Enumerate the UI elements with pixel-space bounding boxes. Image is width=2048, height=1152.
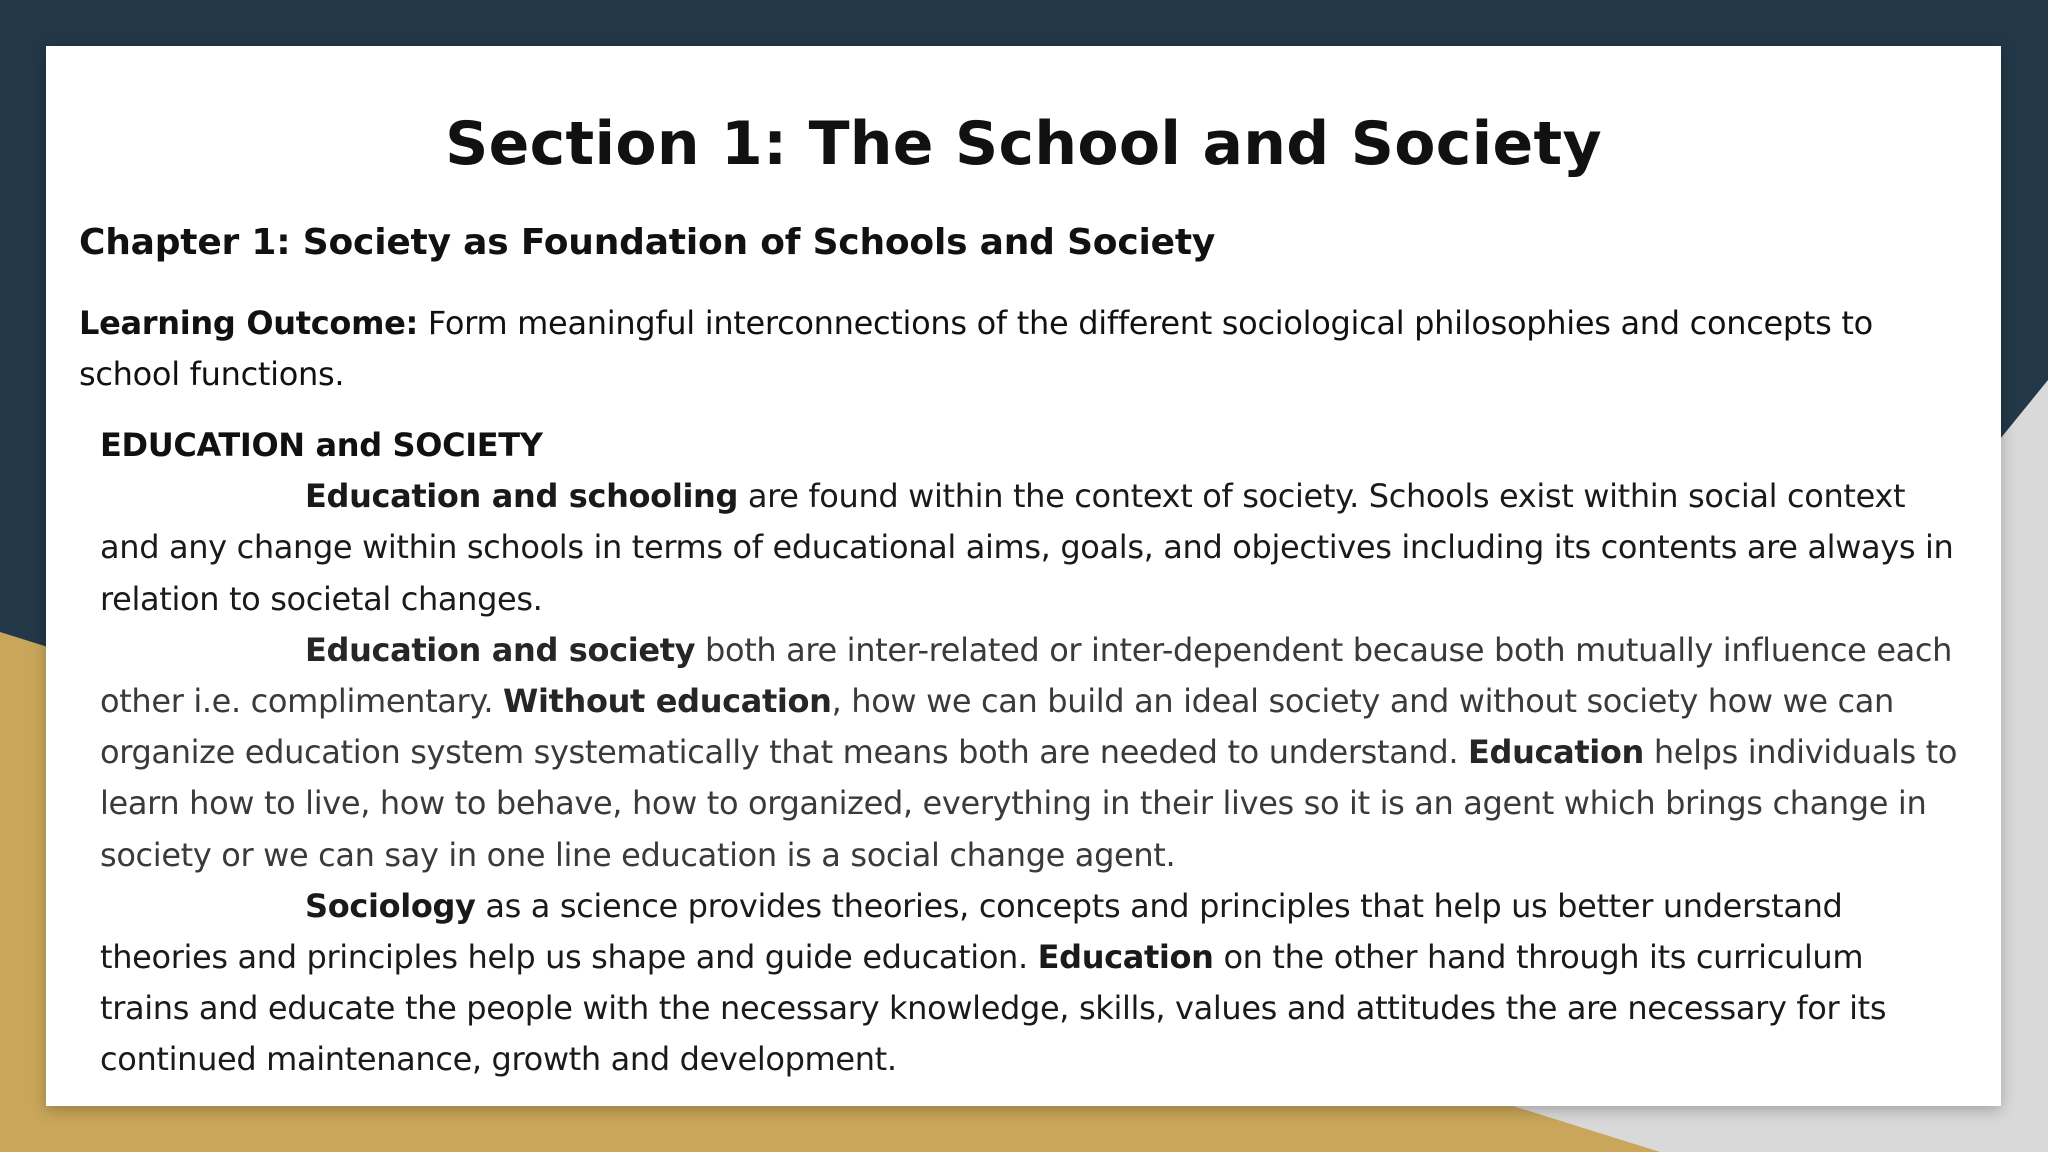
paragraph-education-society xyxy=(100,625,1960,881)
paragraph-sociology-bold-1: Sociology xyxy=(305,886,476,925)
paragraph-education-society-bold-3: Education xyxy=(1468,733,1644,772)
paragraph-education-society-bold-2: Without education xyxy=(503,682,832,721)
education-society-section xyxy=(100,420,1960,1086)
chapter-heading: Chapter 1: Society as Foundation of Schools and Society xyxy=(79,222,1216,263)
paragraph-sociology-bold-2: Education xyxy=(1037,938,1214,977)
paragraph-schooling xyxy=(100,471,1960,625)
slide-title: Section 1: The School and Society xyxy=(445,109,1602,179)
paragraph-education-society-text-1: both are inter-related or inter-dependent because both mutually influence each other i.e. complimentary. xyxy=(100,630,1953,721)
paragraph-schooling-text: are found within the context of society. Schools exist within social context and any change within schools in terms of educational aims, goals, and objectives including its contents are always in relation to societal changes. xyxy=(100,477,1954,618)
paragraph-sociology-text-2: on the other hand through its curriculum trains and educate the people with the necessary knowledge, skills, values and attitudes the are necessary for its continued maintenance, growth and development. xyxy=(100,938,1887,1079)
paragraph-schooling-bold: Education and schooling xyxy=(305,477,739,516)
learning-outcome-label: Learning Outcome: xyxy=(79,304,419,342)
slide-card xyxy=(46,46,2001,1106)
paragraph-education-society-text-3: helps individuals to learn how to live, how to behave, how to organized, everything in their lives so it is an agent which brings change in society or we can say in one line education is a social change agent. xyxy=(100,733,1958,874)
paragraph-education-society-bold-1: Education and society xyxy=(305,630,696,669)
paragraph-education-society-text-2: , how we can build an ideal society and without society how we can organize education system systematically that means both are needed to understand. xyxy=(100,682,1894,772)
learning-outcome xyxy=(79,298,1959,400)
section-heading: EDUCATION and SOCIETY xyxy=(100,426,543,464)
paragraph-sociology-text-1: as a science provides theories, concepts and principles that help us better understand theories and principles help us shape and guide education. xyxy=(100,886,1843,977)
learning-outcome-text: Form meaningful interconnections of the different sociological philosophies and concepts to school functions. xyxy=(79,304,1873,393)
paragraph-sociology xyxy=(100,881,1960,1086)
